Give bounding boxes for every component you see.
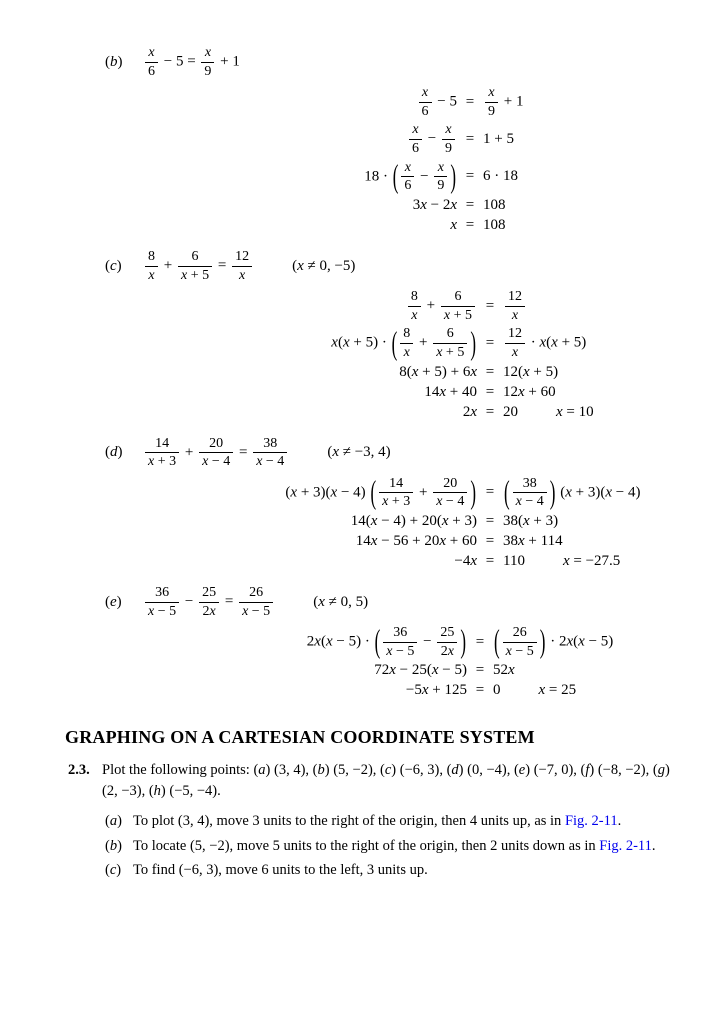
big-paren-icon: ) <box>460 622 466 660</box>
equals-sign: = <box>475 662 485 679</box>
solution-part-e <box>65 582 663 699</box>
fraction: $\frac{6}{x + 5}$ <box>439 289 477 323</box>
solution-part-d <box>65 433 663 570</box>
equals-sign: = <box>465 197 475 214</box>
fraction: $\frac{12}{x}$ <box>230 249 254 283</box>
big-paren-icon: ) <box>549 473 556 511</box>
equals-sign: = <box>475 682 485 699</box>
derivation-steps <box>65 289 663 421</box>
fraction: $\frac{20}{x - 4}$ <box>431 476 469 510</box>
fraction: $\frac{38}{x - 4}$ <box>251 436 289 470</box>
big-paren-icon: ( <box>392 157 399 195</box>
problem-equation: $\frac{x}{6}$ − 5 = $\frac{x}{9}$ + 1 <box>143 45 240 79</box>
equals-sign: = <box>465 217 475 234</box>
solution-part-b <box>65 42 663 234</box>
note-label: (c) <box>105 862 122 879</box>
equation-step <box>65 513 663 530</box>
equation-rhs: 0 x = 25 <box>493 682 577 699</box>
problem-row <box>65 246 663 286</box>
equation-step <box>65 157 663 195</box>
equals-sign: = <box>485 297 495 314</box>
big-paren-icon: ) <box>450 157 456 195</box>
fraction: $\frac{14}{x + 3}$ <box>377 476 415 510</box>
fraction: $\frac{x}{9}$ <box>483 85 500 119</box>
equals-sign: = <box>485 403 495 420</box>
equation-step <box>65 85 663 119</box>
equation-step <box>65 404 663 421</box>
equation-lhs: $\frac{x}{6}$ − $\frac{x}{9}$ <box>65 122 457 156</box>
equation-step <box>65 326 663 360</box>
big-paren-icon: ( <box>391 324 398 362</box>
equation-rhs: 12x + 60 <box>503 383 556 400</box>
fraction: $\frac{x}{6}$ <box>143 45 160 79</box>
equation-step <box>65 122 663 156</box>
equation-lhs: x(x + 5) · ( $\frac{8}{x}$ + $\frac{6}{x + 5}$ ) <box>331 324 476 362</box>
equation-rhs: ( $\frac{38}{x - 4}$ ) (x + 3)(x − 4) <box>504 473 641 511</box>
derivation-steps <box>65 85 663 234</box>
fraction: $\frac{6}{x + 5}$ <box>431 326 469 360</box>
fig-2-11-link[interactable]: Fig. 2-11 <box>564 813 618 830</box>
note-text: To locate (5, −2), move 5 units to the right of the origin, then 2 units down as in Fig. 2-11. <box>133 837 656 854</box>
fraction: $\frac{12}{x}$ <box>503 289 527 323</box>
equals-sign: = <box>485 335 495 352</box>
part-label: (c) <box>105 257 122 274</box>
equation-rhs: 108 <box>483 217 506 234</box>
fraction: $\frac{25}{2x}$ <box>435 625 459 659</box>
big-paren-icon: ( <box>494 622 500 660</box>
fraction: $\frac{36}{x - 5}$ <box>381 625 419 659</box>
note-row <box>65 810 663 832</box>
problem-2-3 <box>65 760 670 802</box>
equation-lhs: 14(x − 4) + 20(x + 3) <box>350 513 477 530</box>
equation-rhs: $\frac{12}{x}$ · x(x + 5) <box>503 326 663 360</box>
note-label: (b) <box>105 837 122 854</box>
equation-rhs: 110 x = −27.5 <box>503 553 621 570</box>
equation-lhs: $\frac{x}{6}$ − 5 <box>65 85 457 119</box>
equation-lhs: −5x + 125 <box>405 682 467 699</box>
part-label: (d) <box>105 444 123 461</box>
equals-sign: = <box>485 533 495 550</box>
problem-row <box>65 582 663 622</box>
equation-lhs: 14x + 40 <box>424 383 477 400</box>
fraction: $\frac{x}{6}$ <box>417 85 434 119</box>
fraction: $\frac{26}{x - 5}$ <box>501 625 539 659</box>
equation-rhs: 108 <box>483 197 506 214</box>
equation-rhs: 6 · 18 <box>483 168 518 185</box>
equals-sign: = <box>485 484 495 501</box>
equation-lhs: $\frac{8}{x}$ + $\frac{6}{x + 5}$ <box>65 289 477 323</box>
fraction: $\frac{26}{x - 5}$ <box>237 585 275 619</box>
equals-sign: = <box>465 131 475 148</box>
big-paren-icon: ( <box>374 622 381 660</box>
domain-condition: (x ≠ 0, 5) <box>313 593 369 610</box>
equation-rhs: ( $\frac{26}{x - 5}$ ) · 2x(x − 5) <box>494 622 614 660</box>
equation-rhs <box>503 289 663 323</box>
equation-lhs: (x + 3)(x − 4) ( $\frac{14}{x + 3}$ + $\frac{20}{x - 4}$ ) <box>285 473 476 511</box>
equation-rhs: $\frac{x}{9}$ + 1 <box>483 85 663 119</box>
equation-step <box>65 622 663 660</box>
fraction: $\frac{x}{9}$ <box>199 45 216 79</box>
fraction: $\frac{6}{x + 5}$ <box>176 249 214 283</box>
equation-step <box>65 384 663 401</box>
fraction: $\frac{8}{x}$ <box>143 249 160 283</box>
domain-condition: (x ≠ 0, −5) <box>292 257 356 274</box>
fig-2-11-link[interactable]: Fig. 2-11 <box>599 837 652 854</box>
note-label: (a) <box>105 813 122 830</box>
equation-step <box>65 217 663 234</box>
equation-lhs: 3x − 2x <box>412 197 457 214</box>
big-paren-icon: ( <box>370 473 377 511</box>
derivation-steps <box>65 622 663 699</box>
equation-step <box>65 197 663 214</box>
big-paren-icon: ) <box>470 473 476 511</box>
note-text: To find (−6, 3), move 6 units to the left, 3 units up. <box>133 862 428 879</box>
equation-rhs: 1 + 5 <box>483 131 514 148</box>
problem-row <box>65 42 663 82</box>
equation-rhs: 20 x = 10 <box>503 403 594 420</box>
equals-sign: = <box>485 553 495 570</box>
equation-rhs: 38(x + 3) <box>503 513 559 530</box>
fraction: $\frac{25}{2x}$ <box>197 585 221 619</box>
domain-condition: (x ≠ −3, 4) <box>327 444 391 461</box>
solution-part-c <box>65 246 663 421</box>
note-row <box>65 835 663 857</box>
fraction: $\frac{x}{6}$ <box>407 122 424 156</box>
equals-sign: = <box>465 93 475 110</box>
equals-sign: = <box>485 383 495 400</box>
fraction: $\frac{x}{9}$ <box>432 160 449 194</box>
equation-lhs: 14x − 56 + 20x + 60 <box>355 533 477 550</box>
equals-sign: = <box>485 513 495 530</box>
equation-rhs: 38x + 114 <box>503 533 563 550</box>
equation-rhs: 52x <box>493 662 515 679</box>
note-text: To plot (3, 4), move 3 units to the right of the origin, then 4 units up, as in Fig. 2-11. <box>133 813 622 830</box>
part-label: (b) <box>105 53 123 70</box>
big-paren-icon: ) <box>470 324 476 362</box>
problem-text: Plot the following points: (a) (3, 4), (b) (5, −2), (c) (−6, 3), (d) (0, −4), (e) (−7, 0), (f) (−8, −2), (g) (2, −3), (h) (−5, −4). <box>102 762 670 800</box>
equation-lhs: 18 · ( $\frac{x}{6}$ − $\frac{x}{9}$ ) <box>364 157 456 195</box>
equation-lhs: x <box>450 217 457 234</box>
fraction: $\frac{8}{x}$ <box>398 326 415 360</box>
equation-step <box>65 553 663 570</box>
section-heading: GRAPHING ON A CARTESIAN COORDINATE SYSTEM <box>65 727 535 748</box>
equation-lhs: 2x <box>462 403 477 420</box>
notes-list <box>65 810 663 881</box>
fraction: $\frac{38}{x - 4}$ <box>511 476 549 510</box>
equation-step <box>65 289 663 323</box>
problem-number: 2.3. <box>68 762 90 779</box>
equation-step <box>65 662 663 679</box>
equation-step <box>65 364 663 381</box>
big-paren-icon: ( <box>504 473 510 511</box>
problem-equation: $\frac{36}{x - 5}$ − $\frac{25}{2x}$ = $\frac{26}{x - 5}$ <box>143 585 275 619</box>
fraction: $\frac{20}{x - 4}$ <box>197 436 235 470</box>
problem-equation: $\frac{8}{x}$ + $\frac{6}{x + 5}$ = $\frac{12}{x}$ <box>143 249 254 283</box>
equals-sign: = <box>485 363 495 380</box>
fraction: $\frac{12}{x}$ <box>503 326 527 360</box>
problem-equation: $\frac{14}{x + 3}$ + $\frac{20}{x - 4}$ = $\frac{38}{x - 4}$ <box>143 436 289 470</box>
part-label: (e) <box>105 593 122 610</box>
note-row <box>65 859 663 881</box>
fraction: $\frac{x}{6}$ <box>399 160 416 194</box>
equals-sign: = <box>465 168 475 185</box>
fraction: $\frac{x}{9}$ <box>440 122 457 156</box>
equation-lhs: 8(x + 5) + 6x <box>399 363 477 380</box>
equation-lhs: 72x − 25(x − 5) <box>374 662 467 679</box>
equation-rhs: 12(x + 5) <box>503 363 559 380</box>
fraction: $\frac{14}{x + 3}$ <box>143 436 181 470</box>
problem-row <box>65 433 663 473</box>
equation-step <box>65 682 663 699</box>
fraction: $\frac{8}{x}$ <box>406 289 423 323</box>
equation-lhs: −4x <box>454 553 477 570</box>
fraction: $\frac{36}{x - 5}$ <box>143 585 181 619</box>
equals-sign: = <box>475 633 485 650</box>
equation-lhs: 2x(x − 5) · ( $\frac{36}{x - 5}$ − $\frac{25}{2x}$ ) <box>306 622 466 660</box>
big-paren-icon: ) <box>539 622 546 660</box>
equation-step <box>65 533 663 550</box>
equation-step <box>65 473 663 511</box>
derivation-steps <box>65 473 663 570</box>
